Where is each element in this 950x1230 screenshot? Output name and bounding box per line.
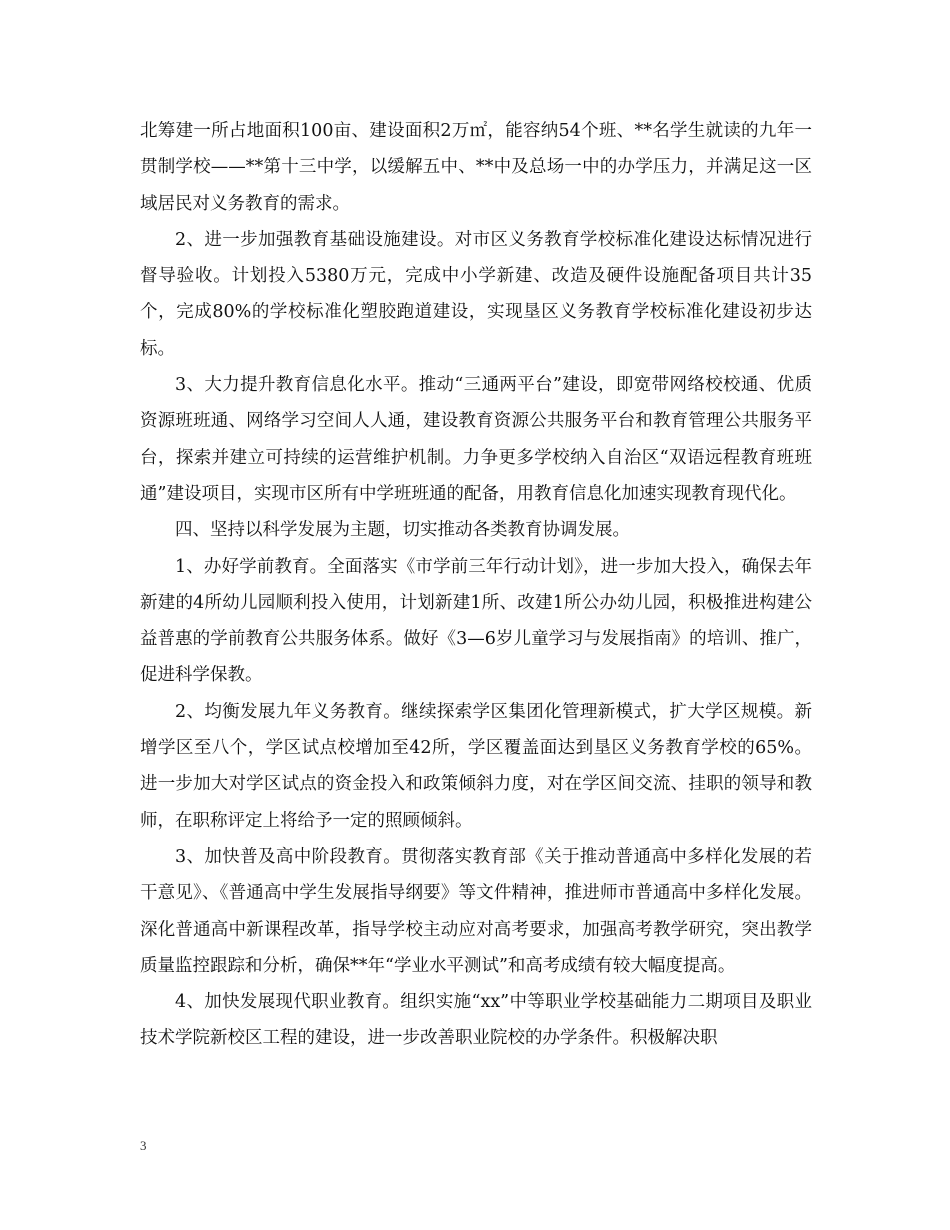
paragraph-7: 3、加快普及高中阶段教育。贯彻落实教育部《关于推动普通高中多样化发展的若干意见》、《普通高中学生发展指导纲要》等文件精神，推进师市普通高中多样化发展。深化普通高中新课程改革，指导学校主动应对高考要求，加强高考教学研究，突出教学质量监控跟踪和分析，确保**年“学业水平测试”和高考成绩有较大幅度提高。 — [140, 846, 812, 976]
page-number: 3 — [140, 1138, 147, 1153]
paragraph-6: 2、均衡发展九年义务教育。继续探索学区集团化管理新模式，扩大学区规模。新增学区至八个，学区试点校增加至42所，学区覆盖面达到垦区义务教育学校的65%。进一步加大对学区试点的资金投入和政策倾斜力度，对在学区间交流、挂职的领导和教师，在职称评定上将给予一定的照顾倾斜。 — [140, 701, 812, 831]
document-body — [140, 113, 812, 1057]
paragraph-2: 2、进一步加强教育基础设施建设。对市区义务教育学校标准化建设达标情况进行督导验收。计划投入5380万元，完成中小学新建、改造及硬件设施配备项目共计35个，完成80%的学校标准化塑胶跑道建设，实现垦区义务教育学校标准化建设初步达标。 — [140, 229, 812, 359]
paragraph-5: 1、办好学前教育。全面落实《市学前三年行动计划》，进一步加大投入，确保去年新建的4所幼儿园顺利投入使用，计划新建1所、改建1所公办幼儿园，积极推进构建公益普惠的学前教育公共服务体系。做好《3—6岁儿童学习与发展指南》的培训、推广，促进科学保教。 — [140, 556, 812, 686]
paragraph-3: 3、大力提升教育信息化水平。推动“三通两平台”建设，即宽带网络校校通、优质资源班班通、网络学习空间人人通，建设教育资源公共服务平台和教育管理公共服务平台，探索并建立可持续的运营维护机制。力争更多学校纳入自治区“双语远程教育班班通”建设项目，实现市区所有中学班班通的配备，用教育信息化加速实现教育现代化。 — [140, 375, 812, 504]
section-heading-4: 四、坚持以科学发展为主题，切实推动各类教育协调发展。 — [175, 520, 630, 541]
paragraph-1: 北筹建一所占地面积100亩、建设面积2万㎡，能容纳54个班、**名学生就读的九年一贯制学校——**第十三中学，以缓解五中、**中及总场一中的办学压力，并满足这一区域居民对义务教育的需求。 — [140, 121, 812, 214]
paragraph-8: 4、加快发展现代职业教育。组织实施“xx”中等职业学校基础能力二期项目及职业技术学院新校区工程的建设，进一步改善职业院校的办学条件。积极解决职 — [140, 992, 812, 1049]
